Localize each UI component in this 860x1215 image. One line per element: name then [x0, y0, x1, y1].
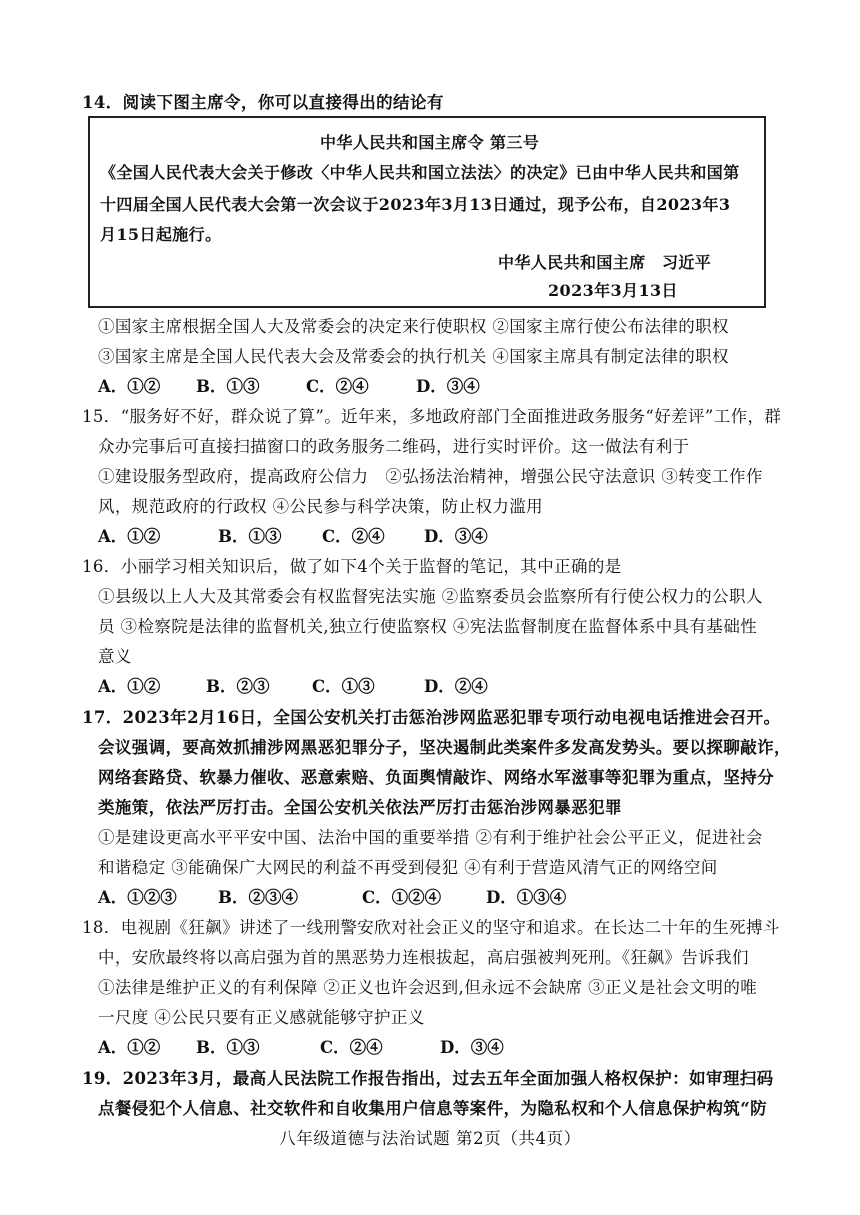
q18-stem: 18．电视剧《狂飙》讲述了一线刑警安欣对社会正义的坚守和追求。在长达二十年的生死搏斗 [82, 918, 780, 937]
q16-option-c: C．①③ [312, 677, 375, 696]
q15-statement: 风，规范政府的行政权 ④公民参与科学决策，防止权力滥用 [98, 497, 544, 516]
q18-option-c: C．②④ [320, 1038, 383, 1057]
q18-statement: ①法律是维护正义的有利保障 ②正义也许会迟到,但永远不会缺席 ③正义是社会文明的唯 [98, 978, 758, 997]
q14-option-d: D．③④ [416, 377, 480, 396]
q18-statement: 一尺度 ④公民只要有正义感就能够守护正义 [98, 1008, 425, 1027]
q15-stem: 15．“服务好不好，群众说了算”。近年来，多地政府部门全面推进政务服务“好差评”工作，群 [82, 407, 782, 426]
q16-option-a: A．①② [98, 677, 161, 696]
q14-statement: ③国家主席是全国人民代表大会及常委会的执行机关 ④国家主席具有制定法律的职权 [98, 347, 729, 366]
q16-statement: 员 ③检察院是法律的监督机关,独立行使监察权 ④宪法监督制度在监督体系中具有基础性 [98, 617, 758, 636]
q15-option-b: B．①③ [218, 527, 282, 546]
q15-option-d: D．③④ [424, 527, 488, 546]
q17-stem: 17．2023年2月16日，全国公安机关打击惩治涉网监恶犯罪专项行动电视电话推进会召开。 [82, 708, 781, 727]
page-footer: 八年级道德与法治试题 第2页（共4页） [279, 1129, 581, 1148]
decree-body-line: 十四届全国人民代表大会第一次会议于2023年3月13日通过，现予公布，自2023年3 [100, 195, 731, 214]
q14-option-b: B．①③ [196, 377, 260, 396]
q16-stem: 16．小丽学习相关知识后，做了如下4个关于监督的笔记，其中正确的是 [82, 557, 622, 576]
q17-stem: 类施策，依法严厉打击。全国公安机关依法严厉打击惩治涉网暴恶犯罪 [98, 798, 622, 817]
q17-statement: 和谐稳定 ③能确保广大网民的利益不再受到侵犯 ④有利于营造风清气正的网络空间 [98, 858, 718, 877]
q19-stem: 点餐侵犯个人信息、社交软件和自收集用户信息等案件，为隐私权和个人信息保护构筑“防 [98, 1099, 767, 1118]
decree-body-line: 月15日起施行。 [100, 225, 222, 244]
q17-option-b: B．②③④ [218, 888, 298, 907]
q16-statement: ①县级以上人大及其常委会有权监督宪法实施 ②监察委员会监察所有行使公权力的公职人 [98, 587, 763, 606]
q16-option-b: B．②③ [206, 677, 270, 696]
q16-statement: 意义 [98, 647, 132, 666]
q15-stem: 众办完事后可直接扫描窗口的政务服务二维码，进行实时评价。这一做法有利于 [98, 437, 690, 456]
q15-option-a: A．①② [98, 527, 161, 546]
q14-stem: 14．阅读下图主席令，你可以直接得出的结论有 [82, 93, 444, 112]
q17-option-a: A．①②③ [98, 888, 177, 907]
q18-option-b: B．①③ [196, 1038, 260, 1057]
q15-option-c: C．②④ [322, 527, 385, 546]
q17-stem: 网络套路贷、软暴力催收、恶意索赔、负面舆情敲诈、网络水军滋事等犯罪为重点，坚持分 [98, 768, 774, 787]
decree-title: 中华人民共和国主席令 第三号 [320, 133, 540, 152]
q18-option-a: A．①② [98, 1038, 161, 1057]
decree-box [88, 116, 766, 308]
decree-body-line: 《全国人民代表大会关于修改〈中华人民共和国立法法〉的决定》已由中华人民共和国第 [100, 163, 740, 182]
q19-stem: 19．2023年3月，最高人民法院工作报告指出，过去五年全面加强人格权保护：如审理扫码 [82, 1069, 774, 1088]
q17-stem: 会议强调，要高效抓捕涉网黑恶犯罪分子，坚决遏制此类案件多发高发势头。要以探聊敲诈， [98, 738, 791, 757]
q14-statement: ①国家主席根据全国人大及常委会的决定来行使职权 ②国家主席行使公布法律的职权 [98, 317, 729, 336]
q18-stem: 中，安欣最终将以高启强为首的黑恶势力连根拔起，高启强被判死刑。《狂飙》告诉我们 [98, 948, 749, 967]
decree-date: 2023年3月13日 [548, 281, 678, 300]
q18-option-d: D．③④ [440, 1038, 504, 1057]
decree-signer: 中华人民共和国主席 习近平 [498, 253, 712, 272]
q14-option-a: A．①② [98, 377, 161, 396]
q16-option-d: D．②④ [424, 677, 488, 696]
q14-option-c: C．②④ [306, 377, 369, 396]
q17-option-d: D．①③④ [486, 888, 567, 907]
q15-statement: ①建设服务型政府，提高政府公信力 ②弘扬法治精神，增强公民守法意识 ③转变工作作 [98, 467, 763, 486]
q17-option-c: C．①②④ [362, 888, 442, 907]
q17-statement: ①是建设更高水平平安中国、法治中国的重要举措 ②有利于维护社会公平正义，促进社会 [98, 828, 763, 847]
